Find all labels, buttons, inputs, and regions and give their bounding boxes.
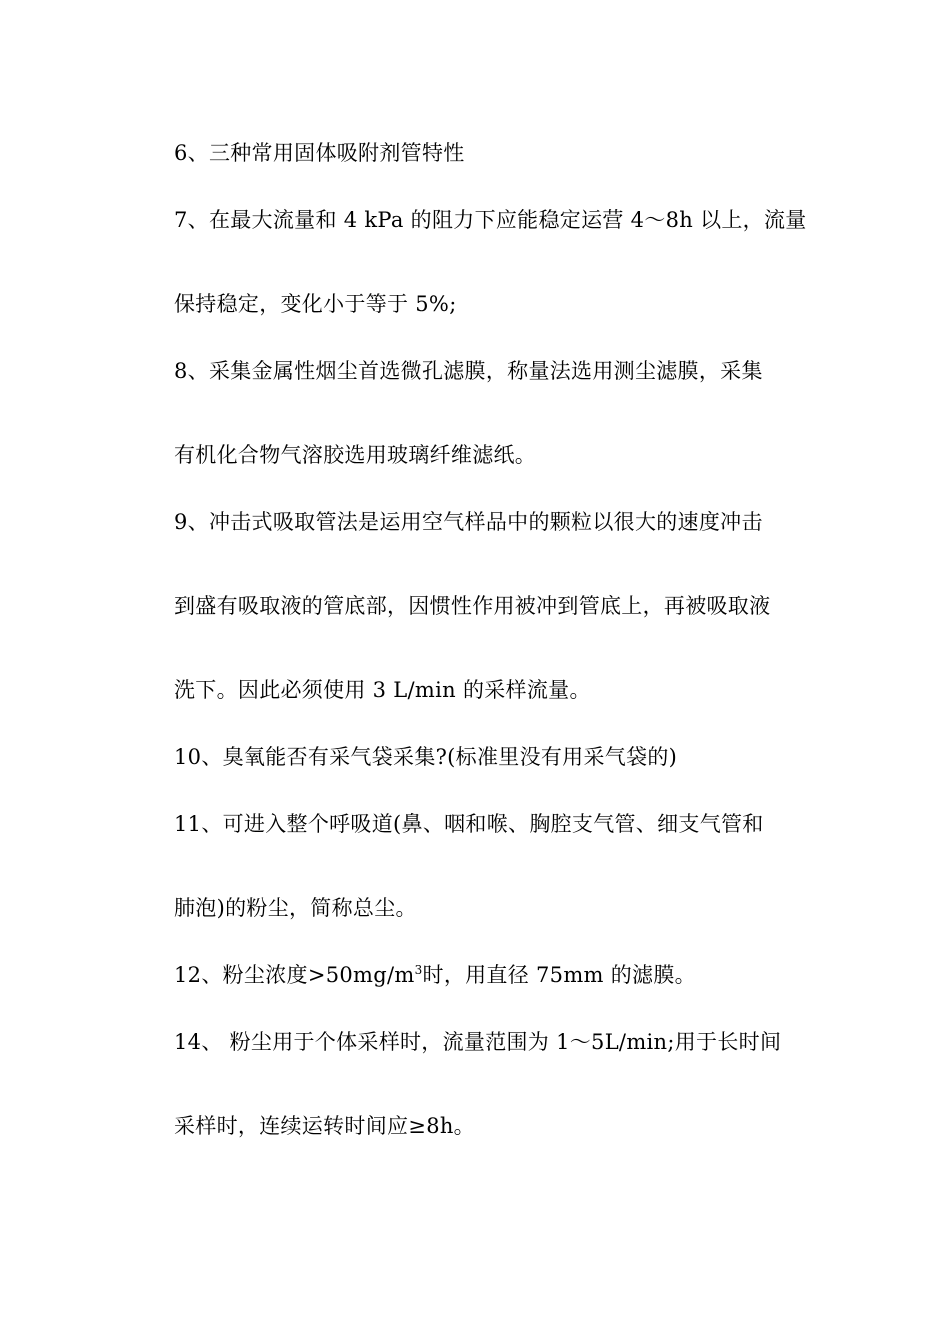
paragraph-line-14b: 采样时，连续运转时间应≥8h。 (174, 1114, 475, 1138)
paragraph-line-9b: 到盛有吸取液的管底部，因惯性作用被冲到管底上，再被吸取液 (174, 594, 771, 618)
paragraph-line-11b: 肺泡)的粉尘，简称总尘。 (174, 896, 417, 920)
line-12-head: 12、粉尘浓度>50mg/m (174, 963, 415, 987)
paragraph-line-11a: 11、可进入整个呼吸道(鼻、咽和喉、胸腔支气管、细支气管和 (174, 812, 764, 836)
paragraph-line-6: 6、三种常用固体吸附剂管特性 (174, 141, 465, 165)
paragraph-line-14a: 14、 粉尘用于个体采样时，流量范围为 1～5L/min;用于长时间 (174, 1030, 782, 1054)
paragraph-line-7b: 保持稳定，变化小于等于 5%; (174, 292, 457, 316)
line-12-tail: 时，用直径 75mm 的滤膜。 (422, 963, 696, 987)
superscript-3: 3 (414, 963, 423, 977)
paragraph-line-7a: 7、在最大流量和 4 kPa 的阻力下应能稳定运营 4～8h 以上，流量 (174, 208, 807, 232)
paragraph-line-9c: 洗下。因此必须使用 3 L/min 的采样流量。 (174, 678, 591, 702)
paragraph-line-8a: 8、采集金属性烟尘首选微孔滤膜，称量法选用测尘滤膜，采集 (174, 359, 763, 383)
paragraph-line-8b: 有机化合物气溶胶选用玻璃纤维滤纸。 (174, 443, 537, 467)
paragraph-line-12 (174, 961, 696, 989)
paragraph-line-10: 10、臭氧能否有采气袋采集?(标准里没有用采气袋的) (174, 745, 678, 769)
paragraph-line-9a: 9、冲击式吸取管法是运用空气样品中的颗粒以很大的速度冲击 (174, 510, 763, 534)
